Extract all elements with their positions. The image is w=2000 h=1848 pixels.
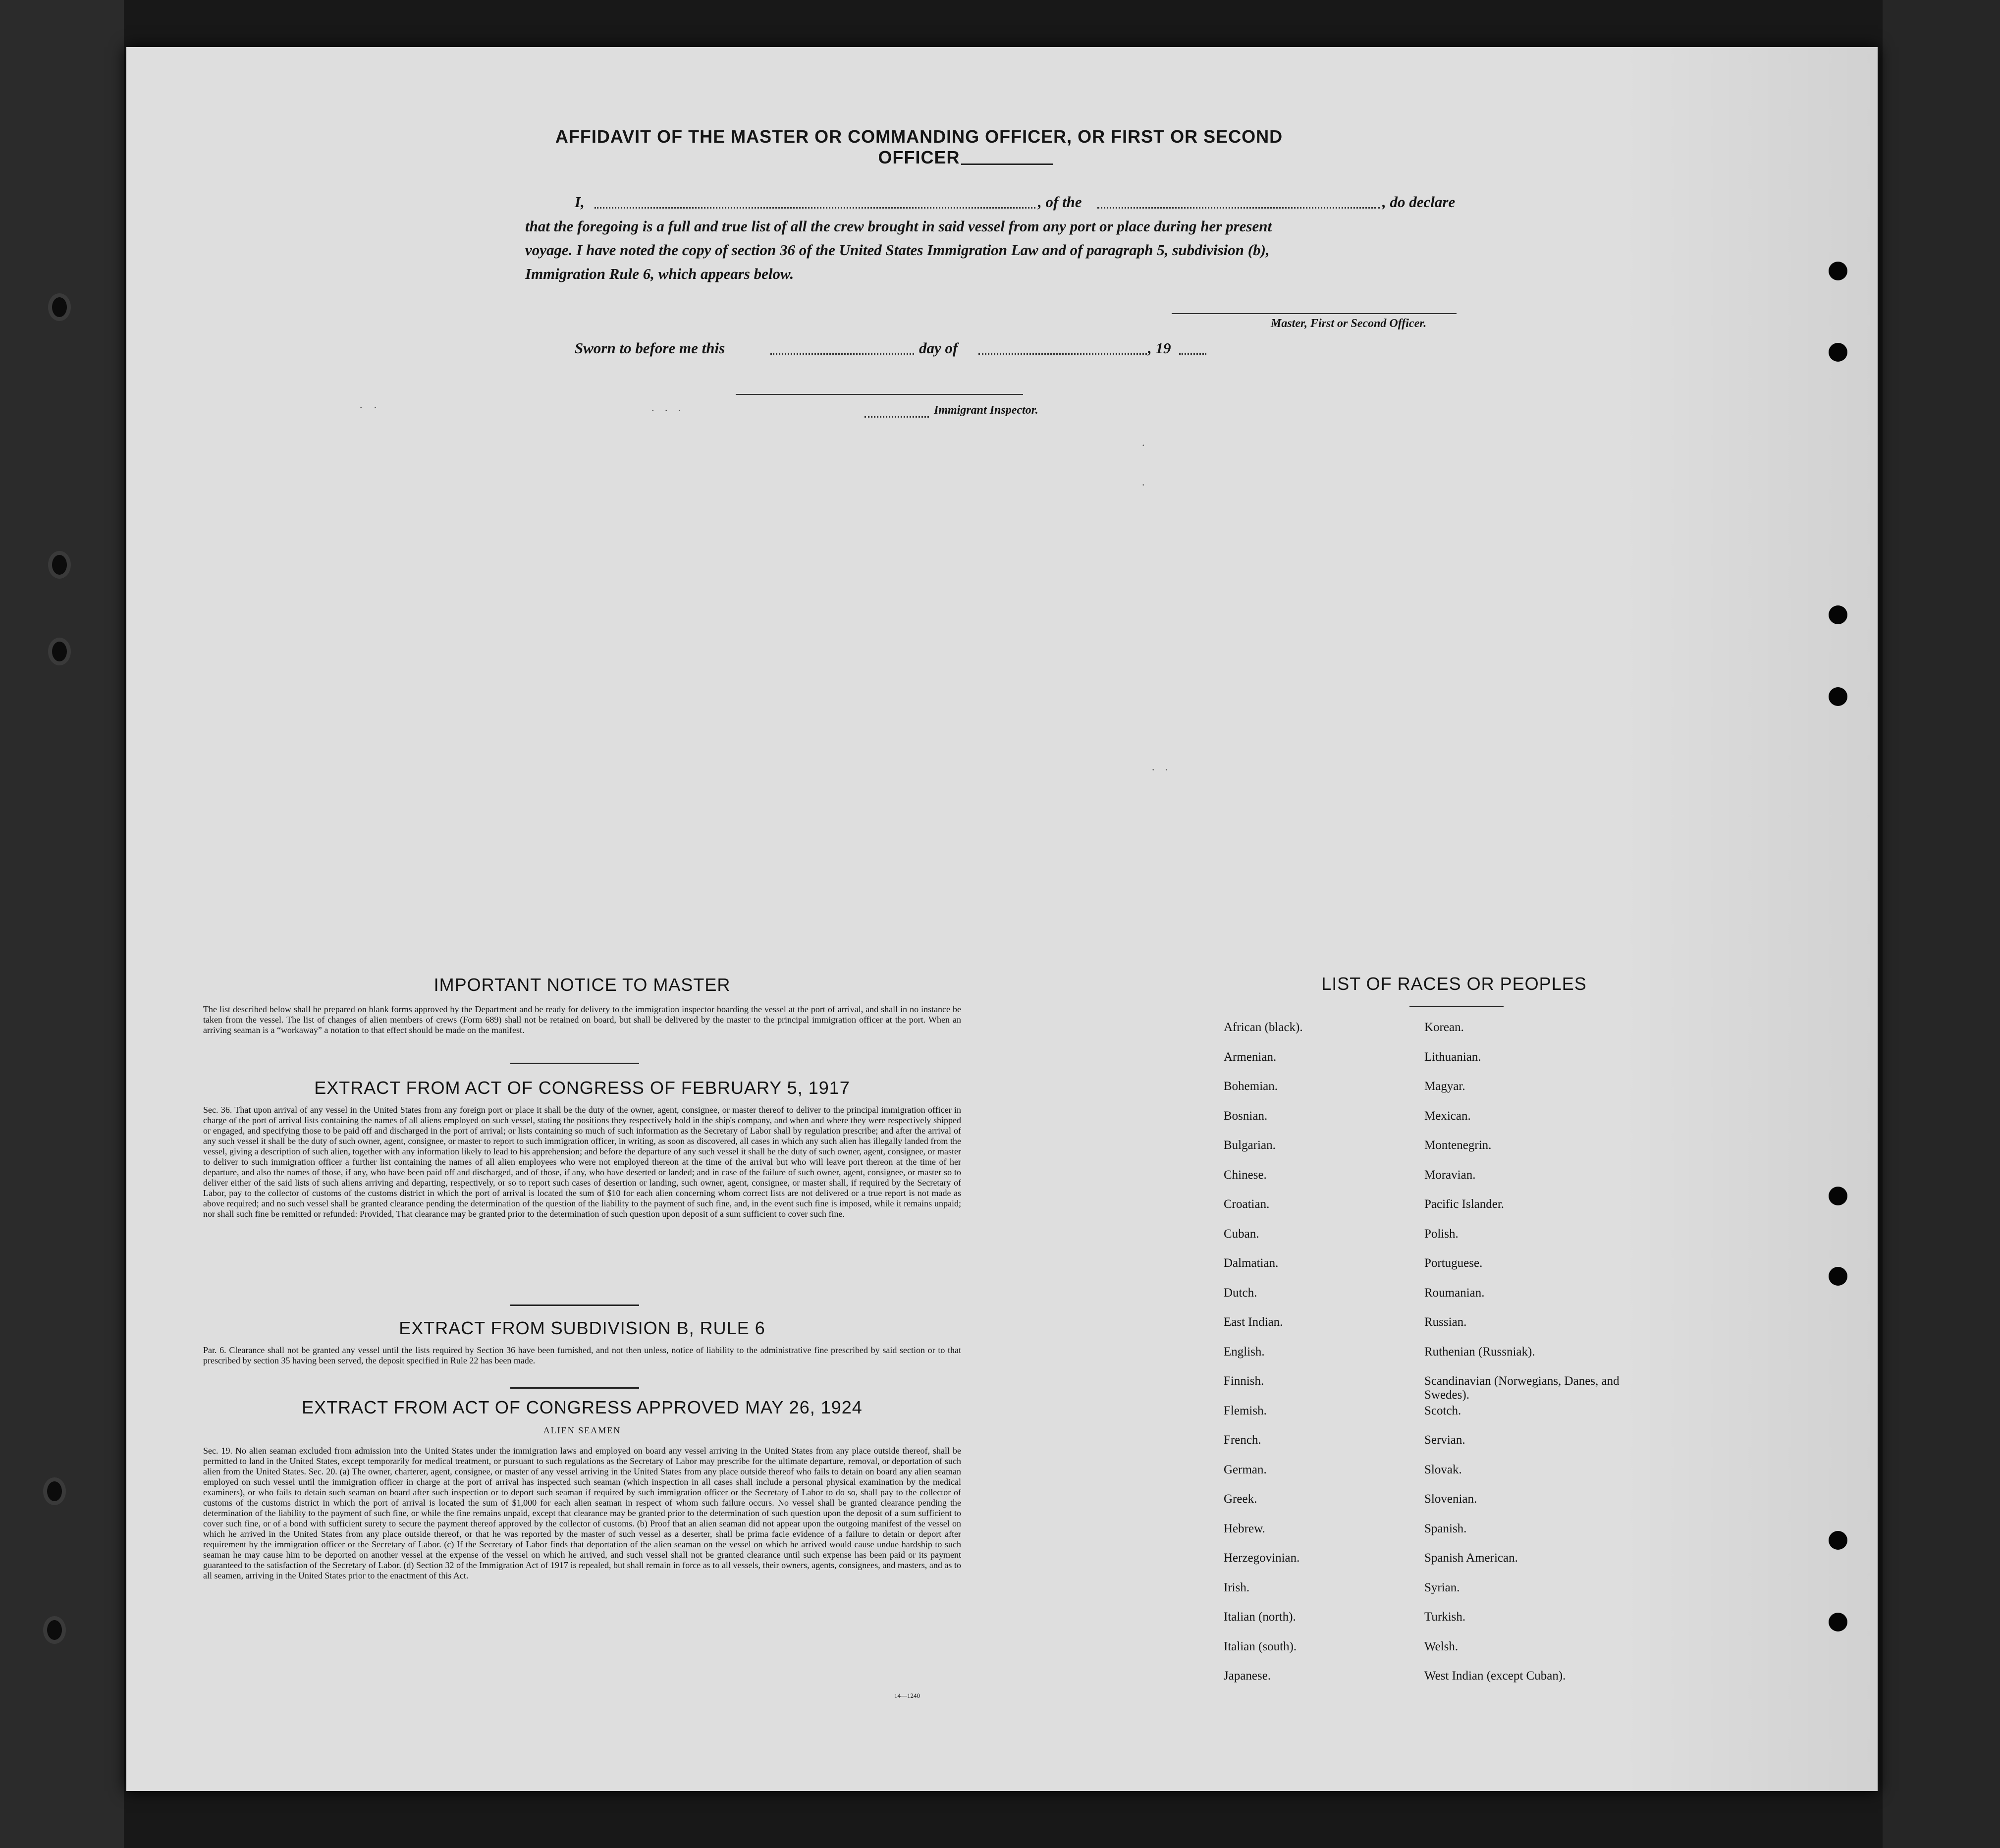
- divider: [510, 1304, 639, 1306]
- race-item: Irish.: [1224, 1580, 1250, 1594]
- race-item: Portuguese.: [1424, 1256, 1483, 1270]
- extract-rule6-title: EXTRACT FROM SUBDIVISION B, RULE 6: [399, 1318, 765, 1338]
- title-underline: [961, 163, 1053, 165]
- races-title: LIST OF RACES OR PEOPLES: [1321, 974, 1587, 994]
- race-item: French.: [1224, 1433, 1261, 1447]
- binding-hole: [47, 1620, 62, 1640]
- inspector-dots: [865, 416, 929, 418]
- race-item: Italian (north).: [1224, 1610, 1296, 1624]
- faint-marks: . .: [1152, 761, 1172, 773]
- race-item: Mexican.: [1424, 1109, 1471, 1123]
- race-item: German.: [1224, 1463, 1267, 1476]
- affidavit-title: AFFIDAVIT OF THE MASTER OR COMMANDING OFFICER, OR FIRST OR SECOND OFFICER: [555, 126, 1283, 167]
- race-item: Polish.: [1424, 1227, 1459, 1241]
- punch-hole: [1829, 262, 1847, 280]
- punch-hole: [1829, 1613, 1847, 1631]
- race-item: Flemish.: [1224, 1404, 1267, 1417]
- master-caption: Master, First or Second Officer.: [1271, 317, 1427, 330]
- punch-hole: [1829, 687, 1847, 706]
- race-item: Scotch.: [1424, 1404, 1461, 1417]
- race-item: Korean.: [1424, 1021, 1464, 1034]
- race-item: Moravian.: [1424, 1168, 1476, 1182]
- race-item: Croatian.: [1224, 1197, 1270, 1211]
- notice-title: IMPORTANT NOTICE TO MASTER: [433, 975, 731, 995]
- inspector-signature-line: [736, 394, 1023, 395]
- sworn-year-blank: [1179, 353, 1206, 355]
- race-item: Welsh.: [1424, 1639, 1459, 1653]
- sworn-month-blank: [978, 353, 1147, 355]
- race-item: Spanish American.: [1424, 1551, 1518, 1565]
- extract-1917-text: Sec. 36. That upon arrival of any vessel in the United States from any foreign port or place it shall be the duty of the owner, agent, consignee, or master thereof to deliver to the principal immigration officer in charge of the port of arrival lists containing the names of all aliens employed on such vessel, stating the positions they respectively hold in the ship's company, and when and where they were respectively shipped or engaged, and specifying those to be paid off and discharged in the port of arrival; or lists containing so much of such information as the Secretary of Labor shall by regulation prescribe; and after the arrival of any such vessel it shall be the duty of such owner, agent, consignee, or master to report to such immigration officer, in writing, as soon as discovered, all cases in which any such alien has illegally landed from the vessel, giving a description of such alien, together with any information likely to lead to his apprehension; and before the departure of any such vessel it shall be the duty of such owner, agent, consignee, or master to deliver to such immigration officer a further list containing the names of all alien employees who were not employed thereon at the time of the arrival but who will leave port thereon at the time of her departure, and also the names of those, if any, who have been paid off and discharged, and of those, if any, who have deserted or landed; and in case of the failure of such owner, agent, consignee, or master so to deliver either of the said lists of such aliens arriving and departing, respectively, or so to report such cases of desertion or landing, such owner, agent, consignee, or master shall, if required by the Secretary of Labor, pay to the collector of customs of the customs district in which the port of arrival is located the sum of $10 for each alien concerning whom correct lists are not delivered or a true report is not made as above required; and no such vessel shall be granted clearance pending the determination of the question of the liability to the payment of such fine, and, in the event such fine is imposed, while it remains unpaid; nor shall such fine be remitted or refunded: Provided, That clearance may be granted prior to the determination of such question upon deposit of a sum sufficient to cover such fine.: [203, 1105, 961, 1219]
- race-item: Greek.: [1224, 1492, 1257, 1506]
- right-binding-strip: [1883, 0, 2000, 1848]
- page-shading: [1620, 47, 1878, 1791]
- race-item: Ruthenian (Russniak).: [1424, 1345, 1535, 1359]
- race-item: Bosnian.: [1224, 1109, 1268, 1123]
- divider: [510, 1063, 639, 1064]
- faint-marks: .: [1142, 436, 1149, 448]
- race-item: Hebrew.: [1224, 1522, 1265, 1535]
- race-item: Dalmatian.: [1224, 1256, 1279, 1270]
- race-item: Italian (south).: [1224, 1639, 1297, 1653]
- race-item: English.: [1224, 1345, 1265, 1359]
- race-item: West Indian (except Cuban).: [1424, 1669, 1566, 1683]
- punch-hole: [1829, 1187, 1847, 1205]
- affidavit-declare: , do declare: [1382, 193, 1456, 211]
- race-item: Pacific Islander.: [1424, 1197, 1505, 1211]
- binding-hole: [52, 642, 67, 661]
- race-item: African (black).: [1224, 1021, 1303, 1034]
- affidavit-line-2: that the foregoing is a full and true list of all the crew brought in said vessel from any port or place during her present: [525, 217, 1272, 235]
- race-item: Cuban.: [1224, 1227, 1259, 1241]
- race-item: Finnish.: [1224, 1374, 1264, 1388]
- affidavit-line-4: Immigration Rule 6, which appears below.: [525, 265, 794, 282]
- races-title-underline: [1409, 1006, 1504, 1007]
- race-item: Bohemian.: [1224, 1080, 1278, 1093]
- notice-text: The list described below shall be prepared on blank forms approved by the Department and be ready for delivery to the immigration inspector boarding the vessel at the port of arrival, and shall in no instance be taken from the vessel. The list of changes of alien members of crews (Form 689) shall not be retained on board, but shall be delivered by the master to the principal immigration officer at the port. When an arriving seaman is a “workaway” a notation to that effect should be made on the manifest.: [203, 1004, 961, 1035]
- race-item: Bulgarian.: [1224, 1139, 1276, 1152]
- master-signature-line: [1172, 313, 1457, 314]
- faint-marks: .: [1142, 476, 1149, 488]
- races-left-column: [1224, 1021, 1442, 1699]
- vessel-blank: [1097, 207, 1380, 209]
- manifest-page: [126, 47, 1878, 1791]
- affidavit-line-3: voyage. I have noted the copy of section 36 of the United States Immigration Law and of paragraph 5, subdivision (b),: [525, 241, 1270, 259]
- divider: [510, 1387, 639, 1389]
- affidavit-of-the: , of the: [1038, 193, 1082, 211]
- punch-hole: [1829, 1531, 1847, 1550]
- race-item: Chinese.: [1224, 1168, 1267, 1182]
- race-item: Montenegrin.: [1424, 1139, 1492, 1152]
- sworn-day-of: day of: [919, 339, 958, 357]
- race-item: Armenian.: [1224, 1050, 1277, 1064]
- punch-hole: [1829, 605, 1847, 624]
- race-item: Japanese.: [1224, 1669, 1271, 1683]
- sworn-day-blank: [770, 353, 914, 355]
- punch-hole: [1829, 343, 1847, 362]
- extract-rule6-text: Par. 6. Clearance shall not be granted any vessel until the lists required by Section 36 have been furnished, and not then unless, notice of liability to the administrative fine prescribed by said section or to that prescribed by section 35 having been served, the deposit specified in Rule 22 has been made.: [203, 1345, 961, 1365]
- race-item: Herzegovinian.: [1224, 1551, 1300, 1565]
- race-item: Spanish.: [1424, 1522, 1467, 1535]
- binding-hole: [52, 297, 67, 317]
- race-item: Slovenian.: [1424, 1492, 1477, 1506]
- race-item: Dutch.: [1224, 1286, 1257, 1300]
- form-number: 14—1240: [894, 1692, 920, 1699]
- faint-marks: . . .: [651, 401, 685, 414]
- races-right-column: [1424, 1021, 1642, 1699]
- left-binding-strip: [0, 0, 124, 1848]
- binding-hole: [52, 555, 67, 575]
- race-item: Scandinavian (Norwegians, Danes, and Swedes).: [1424, 1374, 1620, 1402]
- binding-hole: [47, 1481, 62, 1501]
- extract-1924-text: Sec. 19. No alien seaman excluded from admission into the United States under the immigration laws and employed on board any vessel arriving in the United States from any place outside thereof, shall be permitted to land in the United States, except temporarily for medical treatment, or pursuant to such regulations as the Secretary of Labor may prescribe for the ultimate departure, removal, or deportation of such alien from the United States. Sec. 20. (a) The owner, charterer, agent, consignee, or master of any vessel arriving in the United States from any place outside thereof who fails to detain on board any alien seaman employed on such vessel until the immigration officer in charge at the port of arrival has inspected such seaman (which inspection in all cases shall include a personal physical examination by the medical examiners), or who fails to detain such seaman on board after such inspection or to deport such seaman if required by such immigration officer or the Secretary of Labor to do so, shall pay to the collector of customs of the customs district in which the port of arrival is located the sum of $1,000 for each alien seaman in respect of whom such failure occurs. No vessel shall be granted clearance pending the determination of the liability to the payment of such fine, or while the fine remains unpaid, except that clearance may be granted prior to the determination of such question upon the deposit of a sum sufficient to cover such fine, or of a bond with sufficient surety to secure the payment thereof approved by the collector of customs. (b) Proof that an alien seaman did not appear upon the outgoing manifest of the vessel on which he arrived in the United States from any place outside thereof, or that he was reported by the master of such vessel as a deserter, shall be prima facie evidence of a failure to detain or deport after requirement by the immigration officer or the Secretary of Labor. (c) If the Secretary of Labor finds that deportation of the alien seaman on the vessel on which he arrived would cause undue hardship to such seaman he may cause him to be deported on another vessel at the expense of the vessel on which he arrived, and such vessel shall not be granted clearance until such expense has been paid or its payment guaranteed to the satisfaction of the Secretary of Labor. (d) Section 32 of the Immigration Act of 1917 is repealed, but shall remain in force as to all vessels, their owners, agents, consignees, and masters, and as to all seamen, arriving in the United States prior to the enactment of this Act.: [203, 1446, 961, 1580]
- affidavit-i: I,: [575, 193, 585, 211]
- race-item: East Indian.: [1224, 1315, 1283, 1329]
- race-item: Russian.: [1424, 1315, 1467, 1329]
- race-item: Turkish.: [1424, 1610, 1466, 1624]
- extract-1924-title: EXTRACT FROM ACT OF CONGRESS APPROVED MAY 26, 1924: [302, 1397, 863, 1417]
- faint-marks: · ·: [359, 401, 381, 414]
- extract-1924-subtitle: ALIEN SEAMEN: [543, 1425, 621, 1435]
- race-item: Magyar.: [1424, 1080, 1465, 1093]
- race-item: Lithuanian.: [1424, 1050, 1481, 1064]
- inspector-caption: Immigrant Inspector.: [934, 404, 1038, 417]
- extract-1917-title: EXTRACT FROM ACT OF CONGRESS OF FEBRUARY 5, 1917: [314, 1078, 850, 1098]
- punch-hole: [1829, 1267, 1847, 1286]
- name-blank: [595, 207, 1035, 209]
- sworn-year: , 19: [1148, 339, 1171, 357]
- race-item: Servian.: [1424, 1433, 1465, 1447]
- sworn-text: Sworn to before me this: [575, 339, 725, 357]
- race-item: Slovak.: [1424, 1463, 1462, 1476]
- race-item: Syrian.: [1424, 1580, 1460, 1594]
- race-item: Roumanian.: [1424, 1286, 1485, 1300]
